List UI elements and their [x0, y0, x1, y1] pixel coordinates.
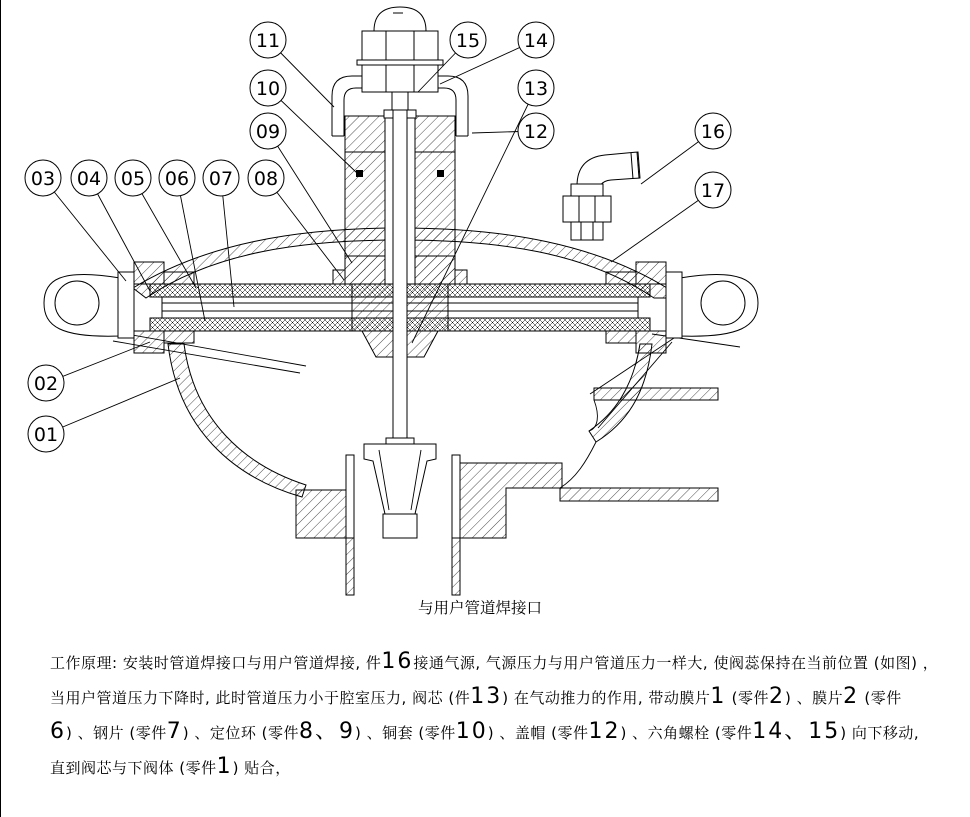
callout-12 [518, 113, 554, 149]
fitting-hex-nut [563, 196, 611, 222]
callout-11 [250, 22, 286, 58]
callout-number: 13 [523, 78, 549, 100]
principle-text-line: 工作原理: 安装时管道焊接口与用户管道焊接, 件16接通气源, 气源压力与用户管道压力一样大, 使阀蕊保持在当前位置 (如图) ， [50, 649, 939, 674]
callout-07 [203, 160, 239, 196]
leader-line [611, 190, 713, 262]
callout-number: 02 [33, 373, 59, 395]
hex-nuts-and-dome-cap [357, 7, 443, 118]
leader-line [266, 178, 344, 280]
set-screw-left [356, 170, 363, 177]
outlet-pipe [560, 388, 718, 501]
lug-hole-left [55, 281, 99, 325]
callout-17 [695, 172, 731, 208]
callout-number: 12 [523, 121, 549, 143]
principle-text-line: 当用户管道压力下降时, 此时管道压力小于腔室压力, 阀芯 (件13) 在气动推力的作用, 带动膜片1 (零件2) 、膜片2 (零件 [50, 684, 902, 709]
callout-number: 09 [255, 121, 281, 143]
callout-04 [71, 160, 107, 196]
callout-16 [695, 113, 731, 149]
valve-seat [296, 455, 562, 538]
callout-number: 03 [30, 168, 56, 190]
working-principle-text [0, 645, 970, 785]
callout-number: 15 [455, 30, 481, 52]
callout-09 [250, 113, 286, 149]
callout-14 [518, 22, 554, 58]
bottom-weld-pipe [346, 538, 460, 595]
lug-hole-right [701, 281, 745, 325]
dome-cap-nut [374, 7, 426, 31]
hex-nut-lower [362, 65, 438, 92]
callout-number: 05 [120, 168, 146, 190]
callout-03 [25, 160, 61, 196]
principle-text-line: 6) 、钢片 (零件7) 、定位环 (零件8、9) 、铜套 (零件10) 、盖帽 (零件12) 、六角螺栓 (零件14、15) 向下移动, [50, 719, 920, 744]
callout-number: 16 [700, 121, 726, 143]
callout-01 [28, 416, 64, 452]
pipe-weld-label: 与用户管道焊接口 [418, 599, 543, 617]
callout-15 [450, 22, 486, 58]
callout-number: 01 [33, 424, 59, 446]
callout-number: 08 [253, 168, 279, 190]
callout-number: 06 [164, 168, 190, 190]
callout-number: 07 [208, 168, 234, 190]
callout-05 [115, 160, 151, 196]
hex-nut-upper [362, 31, 438, 60]
valve-core [364, 438, 436, 538]
set-screw-right [437, 170, 444, 177]
principle-text-line: 直到阀芯与下阀体 (零件1) 贴合， [50, 754, 291, 779]
washer [357, 60, 443, 65]
callout-08 [248, 160, 284, 196]
valve-stem [393, 110, 407, 440]
elbow-air-fitting [563, 152, 640, 240]
leader-line [46, 378, 180, 434]
callout-number: 14 [523, 30, 549, 52]
callout-02 [28, 365, 64, 401]
callout-number: 17 [700, 180, 726, 202]
callout-10 [250, 70, 286, 106]
callout-13 [518, 70, 554, 106]
callout-number: 11 [255, 30, 281, 52]
callout-06 [159, 160, 195, 196]
callout-number: 10 [255, 78, 281, 100]
callout-number: 04 [76, 168, 102, 190]
